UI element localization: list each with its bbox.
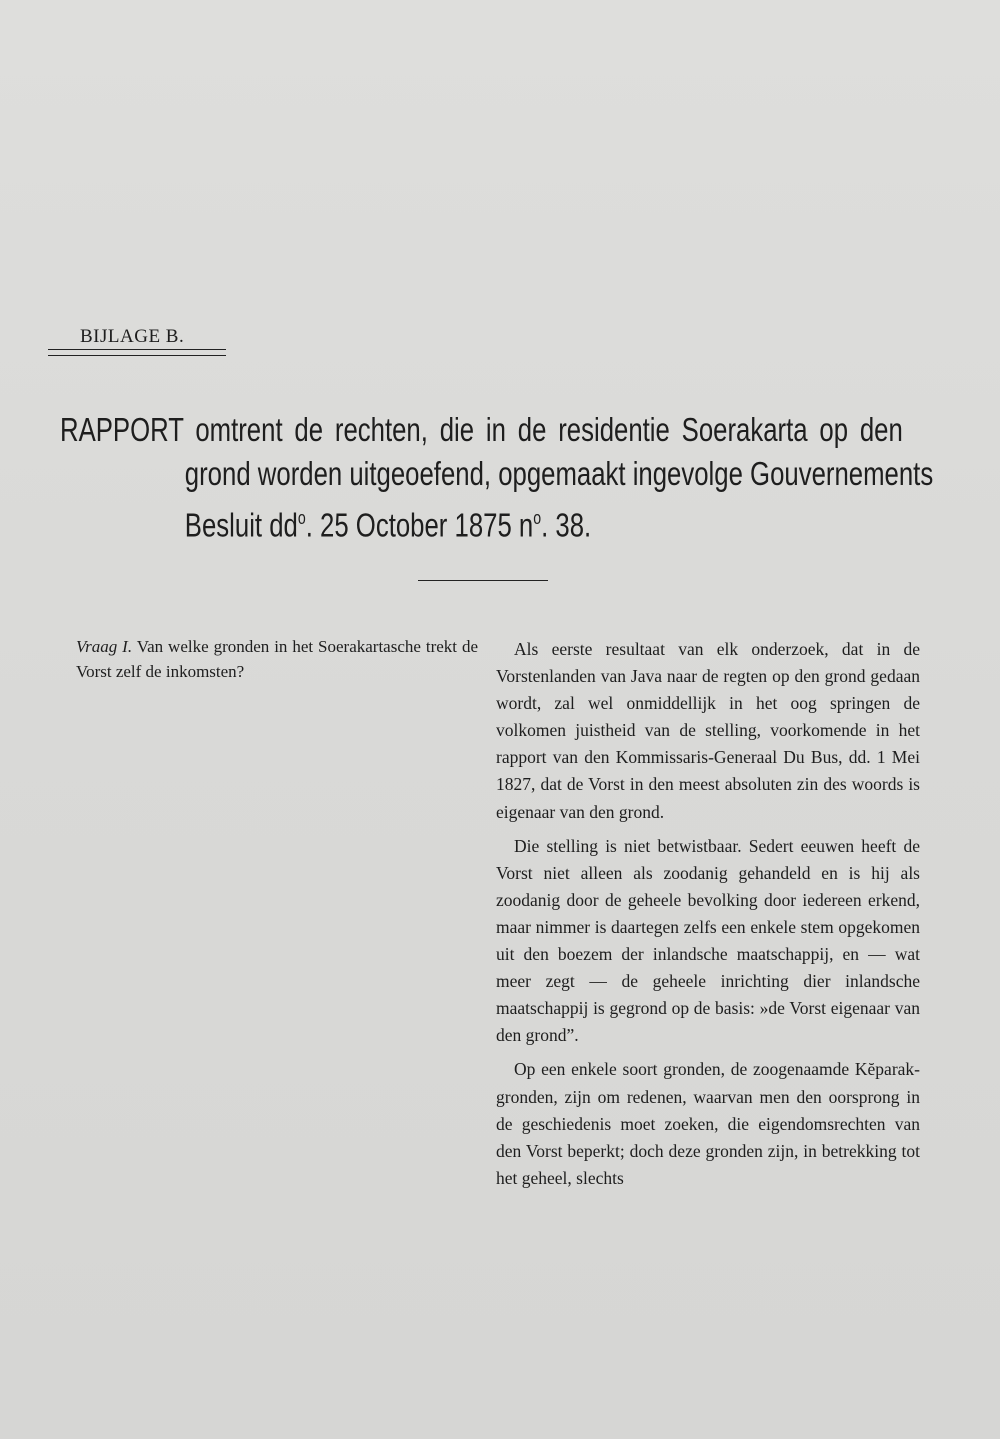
appendix-label: BIJLAGE B.	[80, 326, 185, 347]
question-text: Van welke gronden in het Soerakartasche trekt de Vorst zelf de inkomsten?	[76, 637, 478, 681]
title-superscript-2: o	[533, 508, 542, 528]
title-line-3-suffix: . 38.	[541, 506, 592, 544]
title-line-1: RAPPORT omtrent de rechten, die in de residentie Soerakarta op den	[60, 411, 903, 448]
answer-paragraph-1: Als eerste resultaat van elk onderzoek, dat in de Vorstenlanden van Java naar de regten op den grond gedaan wordt, zal wel onmiddellijk in het oog springen de volkomen juistheid van de stelling, voorkomende in het rapport van den Kommissaris-Generaal Du Bus, dd. 1 Mei 1827, dat de Vorst in den meest absoluten zin des woords is eigenaar van den grond.	[496, 639, 920, 822]
answer-paragraph-2: Die stelling is niet betwistbaar. Sedert eeuwen heeft de Vorst niet alleen als zoodanig gehandeld en is hij als zoodanig door de geheele bevolking door iedereen erkend, maar nimmer is daartegen zelfs een enkele stem opgekomen uit den boezem der inlandsche maatschappij, en — wat meer zegt — de geheele inrichting dier inlandsche maatschappij is gegrond op de basis: »de Vorst eigenaar van den grond”.	[496, 835, 920, 1046]
title-line-3-prefix: Besluit dd	[184, 506, 298, 544]
question-margin-note	[76, 634, 478, 684]
section-divider	[418, 580, 548, 581]
appendix-underline	[48, 349, 226, 356]
title-superscript-1: o	[297, 508, 306, 528]
answer-paragraph-3: Op een enkele soort gronden, de zoogenaamde Kĕparak-gronden, zijn om redenen, waarvan men den oorsprong in de geschiedenis moet zoeken, die eigendomsrechten van den Vorst beperkt; doch deze gronden zijn, in betrekking tot het geheel, slechts	[496, 1059, 920, 1188]
title-line-2: grond worden uitgeoefend, opgemaakt ingevolge Gouvernements	[184, 455, 934, 492]
question-label: Vraag I.	[76, 637, 133, 656]
answer-body	[496, 636, 920, 1199]
title-line-3-mid: . 25 October 1875 n	[305, 506, 534, 544]
report-title	[60, 408, 934, 548]
title-line-3	[60, 496, 746, 548]
